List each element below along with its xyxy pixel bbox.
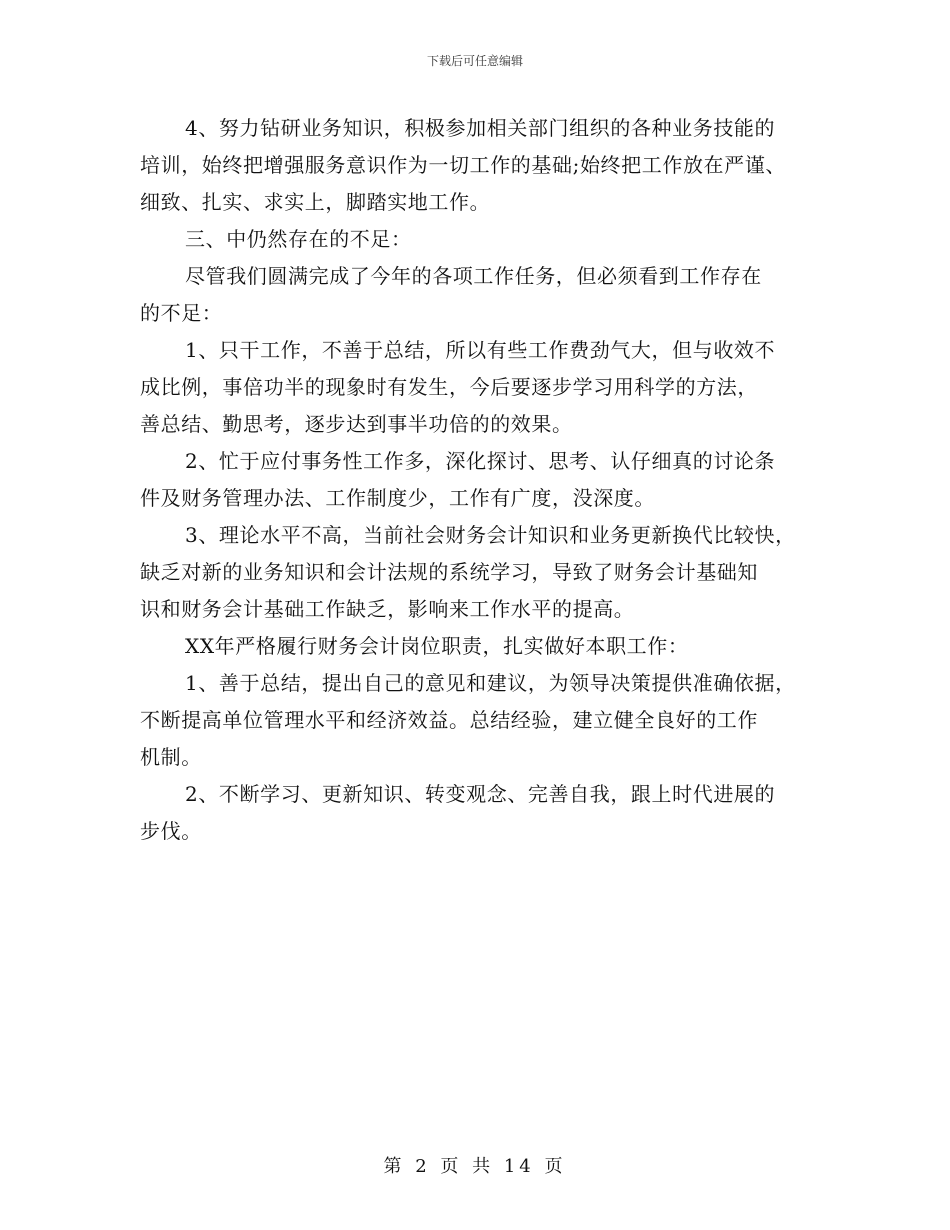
paragraph-line: 成比例，事倍功半的现象时有发生，今后要逐步学习用科学的方法， bbox=[140, 375, 758, 399]
paragraph-line: 的不足： bbox=[140, 301, 223, 325]
paragraph-line: 1、只干工作，不善于总结，所以有些工作费劲气大，但与收效不 bbox=[185, 338, 776, 362]
paragraph-9 bbox=[140, 776, 830, 850]
paragraph-line: 3、理论水平不高，当前社会财务会计知识和业务更新换代比较快， bbox=[185, 523, 796, 547]
paragraph-line: 不断提高单位管理水平和经济效益。总结经验，建立健全良好的工作 bbox=[140, 708, 758, 732]
paragraph-1 bbox=[140, 110, 830, 221]
page-number-footer: 第 2 页 共 14 页 bbox=[383, 1156, 567, 1177]
paragraph-line: 缺乏对新的业务知识和会计法规的系统学习，导致了财务会计基础知 bbox=[140, 560, 758, 584]
paragraph-7 bbox=[140, 628, 830, 665]
paragraph-4 bbox=[140, 332, 830, 443]
paragraph-line: 细致、扎实、求实上，脚踏实地工作。 bbox=[140, 190, 491, 214]
paragraph-line: 2、忙于应付事务性工作多，深化探讨、思考、认仔细真的讨论条 bbox=[185, 449, 776, 473]
page-header: 下载后可任意编辑 bbox=[426, 54, 523, 68]
paragraph-line: 2、不断学习、更新知识、转变观念、完善自我，跟上时代进展的 bbox=[185, 782, 776, 806]
paragraph-line: 尽管我们圆满完成了今年的各项工作任务，但必须看到工作存在 bbox=[185, 264, 762, 288]
paragraph-line: 识和财务会计基础工作缺乏，影响来工作水平的提高。 bbox=[140, 597, 635, 621]
paragraph-6 bbox=[140, 517, 830, 628]
paragraph-8 bbox=[140, 665, 830, 776]
paragraph-line: 1、善于总结，提出自己的意见和建议，为领导决策提供准确依据， bbox=[185, 671, 796, 695]
paragraph-line: 步伐。 bbox=[140, 819, 202, 843]
paragraph-line: 件及财务管理办法、工作制度少，工作有广度，没深度。 bbox=[140, 486, 655, 510]
section-heading: 三、中仍然存在的不足： bbox=[185, 227, 412, 251]
paragraph-line: 善总结、勤思考，逐步达到事半功倍的的效果。 bbox=[140, 412, 573, 436]
paragraph-5 bbox=[140, 443, 830, 517]
document-body bbox=[140, 110, 830, 850]
paragraph-3 bbox=[140, 258, 830, 332]
paragraph-line: 培训，始终把增强服务意识作为一切工作的基础;始终把工作放在严谨、 bbox=[140, 153, 786, 177]
paragraph-2 bbox=[140, 221, 830, 258]
paragraph-line: 4、努力钻研业务知识，积极参加相关部门组织的各种业务技能的 bbox=[185, 116, 776, 140]
section-heading: XX年严格履行财务会计岗位职责，扎实做好本职工作： bbox=[185, 634, 689, 658]
paragraph-line: 机制。 bbox=[140, 745, 202, 769]
